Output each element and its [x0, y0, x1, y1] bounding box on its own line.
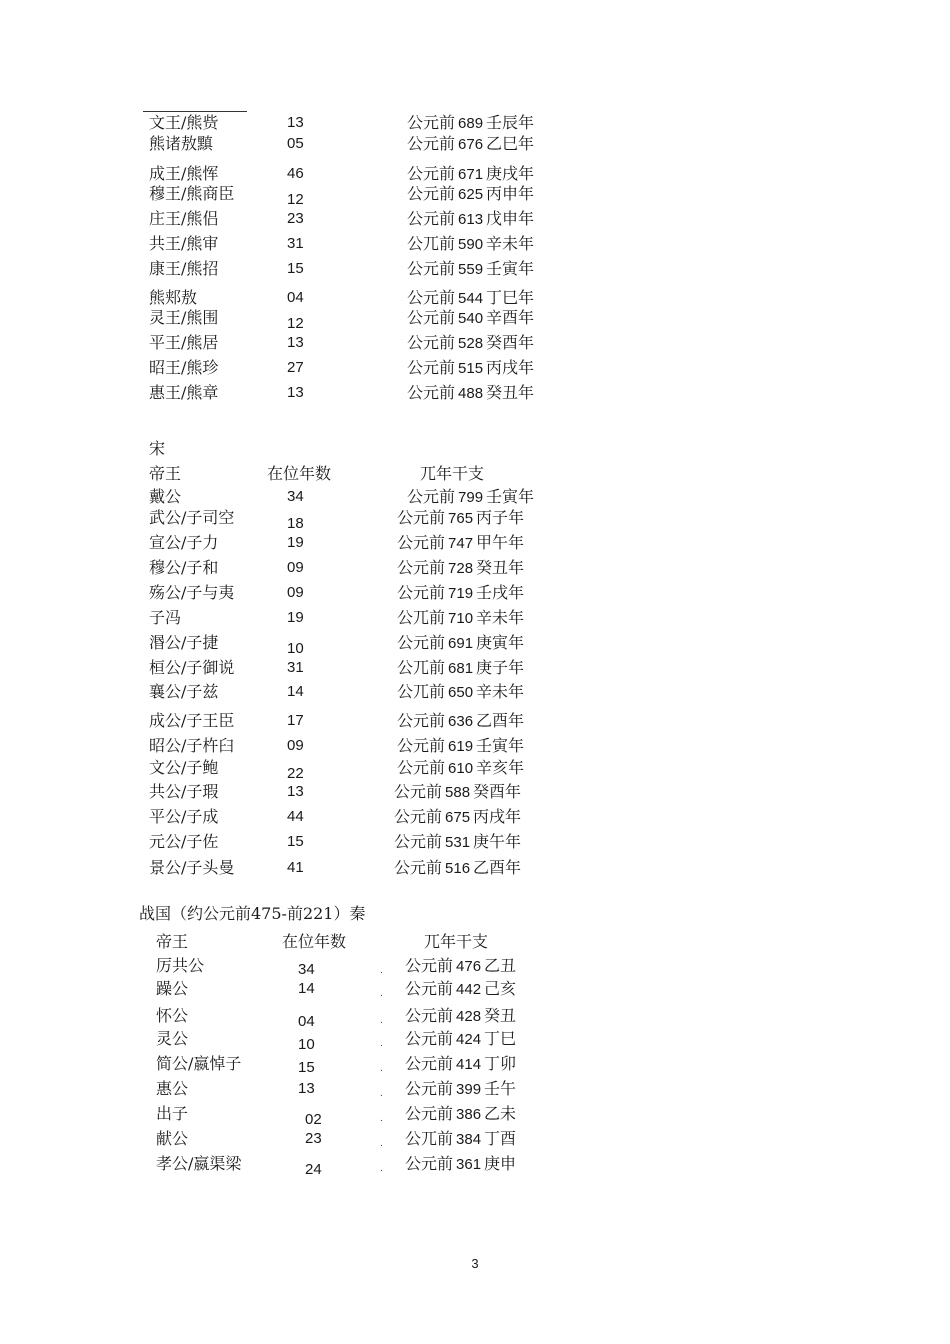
ganzhi: 丁卯: [484, 1054, 517, 1073]
chu-ruler-name: 惠王/熊章: [149, 383, 219, 402]
bce-year: 531: [445, 834, 471, 851]
chu-reign-years: 12: [287, 191, 304, 208]
chu-reign-years: 46: [287, 165, 304, 182]
bce-year: 691: [448, 635, 474, 652]
qin-header-ganzhi: 兀年干支: [424, 932, 489, 951]
bce-year: 476: [456, 958, 482, 975]
chu-first-year-ganzhi: [407, 113, 534, 134]
qin-reign-years: 10: [298, 1036, 315, 1053]
qin-ruler-name: 献公: [156, 1129, 189, 1148]
era-prefix: 公元前: [407, 113, 456, 132]
ganzhi: 辛亥年: [476, 758, 525, 777]
song-ruler-name: 湣公/子捷: [149, 633, 219, 652]
chu-ruler-name: 康王/熊招: [149, 259, 219, 278]
ganzhi: 壬戌年: [476, 583, 525, 602]
song-reign-years: 19: [287, 534, 304, 551]
ganzhi: 辛未年: [476, 608, 525, 627]
song-first-year-ganzhi: [397, 658, 524, 679]
song-ruler-name: 子冯: [149, 608, 182, 627]
song-header-years: 在位年数: [267, 464, 332, 483]
qin-dot-mark: .: [380, 988, 383, 999]
song-reign-years: 19: [287, 609, 304, 626]
bce-year: 625: [458, 186, 484, 203]
song-ruler-name: 宣公/子力: [149, 533, 219, 552]
ganzhi: 丙子年: [476, 508, 525, 527]
song-first-year-ganzhi: [397, 608, 524, 629]
bce-year: 675: [445, 809, 471, 826]
qin-ruler-name: 厉共公: [156, 956, 205, 975]
qin-ruler-name: 孝公/嬴渠梁: [156, 1154, 242, 1173]
qin-dot-mark: .: [380, 1038, 383, 1049]
chu-first-year-ganzhi: [407, 184, 534, 205]
bce-year: 689: [458, 115, 484, 132]
chu-ruler-name: 昭王/熊珍: [149, 358, 219, 377]
song-first-year-ganzhi: [397, 633, 524, 654]
chu-first-year-ganzhi: [407, 358, 534, 379]
era-prefix: 公元前: [397, 711, 446, 730]
qin-reign-years: 34: [298, 961, 315, 978]
qin-first-year-ganzhi: [405, 1029, 516, 1050]
era-prefix: 公元前: [405, 1054, 454, 1073]
song-ruler-name: 穆公/子和: [149, 558, 219, 577]
chu-ruler-name: 熊郏敖: [149, 288, 198, 307]
era-prefix: 公元前: [397, 633, 446, 652]
bce-year: 540: [458, 310, 484, 327]
bce-year: 424: [456, 1031, 482, 1048]
ganzhi: 辛未年: [486, 234, 535, 253]
chu-first-year-ganzhi: [407, 308, 534, 329]
chu-ruler-name: 熊诸敖黰: [149, 134, 214, 153]
era-prefix: 公元前: [407, 308, 456, 327]
era-prefix: 公元前: [394, 858, 443, 877]
song-reign-years: 09: [287, 559, 304, 576]
era-prefix: 公元前: [405, 1029, 454, 1048]
chu-reign-years: 12: [287, 315, 304, 332]
song-first-year-ganzhi: [397, 682, 524, 703]
song-reign-years: 10: [287, 640, 304, 657]
chu-ruler-name: 灵王/熊围: [149, 308, 219, 327]
bce-year: 516: [445, 860, 471, 877]
ganzhi: 丁巳年: [486, 288, 535, 307]
era-prefix: 公元前: [394, 832, 443, 851]
song-reign-years: 09: [287, 584, 304, 601]
bce-year: 361: [456, 1156, 482, 1173]
qin-ruler-name: 简公/嬴悼子: [156, 1054, 242, 1073]
ganzhi: 壬午: [484, 1079, 517, 1098]
chu-first-year-ganzhi: [407, 333, 534, 354]
chu-reign-years: 05: [287, 135, 304, 152]
ganzhi: 庚午年: [473, 832, 522, 851]
song-reign-years: 13: [287, 783, 304, 800]
song-reign-years: 44: [287, 808, 304, 825]
era-prefix: 公元前: [405, 1104, 454, 1123]
bce-year: 442: [456, 981, 482, 998]
bce-year: 765: [448, 510, 474, 527]
bce-year: 386: [456, 1106, 482, 1123]
era-prefix: 公元前: [405, 979, 454, 998]
qin-ruler-name: 躁公: [156, 979, 189, 998]
qin-reign-years: 04: [298, 1013, 315, 1030]
qin-dot-mark: .: [380, 1063, 383, 1074]
ganzhi: 己亥: [484, 979, 517, 998]
chu-ruler-name: 成王/熊恽: [149, 164, 219, 183]
era-prefix: 公兀前: [407, 234, 456, 253]
bce-year: 590: [458, 236, 484, 253]
song-ruler-name: 殇公/子与夷: [149, 583, 235, 602]
qin-dot-mark: .: [380, 1138, 383, 1149]
ganzhi: 壬寅年: [476, 736, 525, 755]
era-prefix: 公元前: [397, 583, 446, 602]
song-first-year-ganzhi: [397, 758, 524, 779]
song-first-year-ganzhi: [394, 858, 521, 879]
bce-year: 610: [448, 760, 474, 777]
bce-year: 428: [456, 1008, 482, 1025]
chu-reign-years: 13: [287, 114, 304, 131]
era-prefix: 公元前: [407, 487, 456, 506]
ganzhi: 戊申年: [486, 209, 535, 228]
bce-year: 515: [458, 360, 484, 377]
era-prefix: 公元前: [397, 508, 446, 527]
bce-year: 588: [445, 784, 471, 801]
qin-first-year-ganzhi: [405, 979, 516, 1000]
ganzhi: 庚子年: [476, 658, 525, 677]
era-prefix: 公元前: [397, 736, 446, 755]
song-reign-years: 31: [287, 659, 304, 676]
song-first-year-ganzhi: [397, 736, 524, 757]
chu-reign-years: 31: [287, 235, 304, 252]
qin-header-ruler: 帝王: [156, 932, 189, 951]
era-prefix: 公元前: [407, 383, 456, 402]
qin-first-year-ganzhi: [405, 1006, 516, 1027]
qin-first-year-ganzhi: [405, 1079, 516, 1100]
ganzhi: 辛未年: [476, 682, 525, 701]
ganzhi: 壬寅年: [486, 487, 535, 506]
song-ruler-name: 昭公/子杵臼: [149, 736, 235, 755]
ganzhi: 乙酉年: [473, 858, 522, 877]
ganzhi: 庚戌年: [486, 164, 535, 183]
era-prefix: 公元前: [407, 358, 456, 377]
chu-reign-years: 15: [287, 260, 304, 277]
chu-reign-years: 23: [287, 210, 304, 227]
song-reign-years: 17: [287, 712, 304, 729]
qin-dot-mark: .: [380, 1015, 383, 1026]
song-first-year-ganzhi: [397, 508, 524, 529]
chu-first-year-ganzhi: [407, 209, 534, 230]
bce-year: 671: [458, 166, 484, 183]
qin-dot-mark: .: [380, 1088, 383, 1099]
song-ruler-name: 元公/子佐: [149, 832, 219, 851]
era-prefix: 公元前: [407, 164, 456, 183]
chu-reign-years: 13: [287, 384, 304, 401]
qin-first-year-ganzhi: [405, 1154, 516, 1175]
era-prefix: 公元前: [407, 184, 456, 203]
ganzhi: 乙巳年: [486, 134, 535, 153]
bce-year: 544: [458, 290, 484, 307]
chu-reign-years: 04: [287, 289, 304, 306]
ganzhi: 乙未: [484, 1104, 517, 1123]
song-ruler-name: 文公/子鲍: [149, 758, 219, 777]
era-prefix: 公元前: [405, 1154, 454, 1173]
era-prefix: 公元前: [405, 1006, 454, 1025]
ganzhi: 乙丑: [484, 956, 517, 975]
song-ruler-name: 襄公/子兹: [149, 682, 219, 701]
qin-title: 战国（约公元前475-前221）秦: [139, 904, 366, 923]
ganzhi: 甲午年: [476, 533, 525, 552]
qin-first-year-ganzhi: [405, 1104, 516, 1125]
song-ruler-name: 戴公: [149, 487, 182, 506]
song-ruler-name: 成公/子王臣: [149, 711, 235, 730]
chu-ruler-name: 文王/熊赀: [149, 113, 219, 132]
chu-ruler-name: 庄王/熊侣: [149, 209, 219, 228]
ganzhi: 乙酉年: [476, 711, 525, 730]
ganzhi: 丁巳: [484, 1029, 517, 1048]
bce-year: 488: [458, 385, 484, 402]
era-prefix: 公元前: [407, 333, 456, 352]
qin-reign-years: 14: [298, 980, 315, 997]
bce-year: 747: [448, 535, 474, 552]
chu-reign-years: 27: [287, 359, 304, 376]
song-first-year-ganzhi: [397, 558, 524, 579]
era-prefix: 公元前: [394, 807, 443, 826]
qin-reign-years: 24: [305, 1161, 322, 1178]
bce-year: 528: [458, 335, 484, 352]
song-first-year-ganzhi: [394, 782, 521, 803]
era-prefix: 公兀前: [405, 1129, 454, 1148]
ganzhi: 癸酉年: [486, 333, 535, 352]
page-number: 3: [471, 1256, 479, 1271]
qin-reign-years: 13: [298, 1080, 315, 1097]
song-ruler-name: 共公/子瑕: [149, 782, 219, 801]
qin-header-years: 在位年数: [282, 932, 347, 951]
ganzhi: 庚申: [484, 1154, 517, 1173]
bce-year: 384: [456, 1131, 482, 1148]
song-ruler-name: 桓公/子御说: [149, 658, 235, 677]
song-ruler-name: 景公/子头曼: [149, 858, 235, 877]
song-first-year-ganzhi: [397, 711, 524, 732]
bce-year: 414: [456, 1056, 482, 1073]
ganzhi: 丙戌年: [473, 807, 522, 826]
song-first-year-ganzhi: [397, 533, 524, 554]
chu-first-year-ganzhi: [407, 288, 534, 309]
era-prefix: 公兀前: [397, 658, 446, 677]
bce-year: 636: [448, 713, 474, 730]
era-prefix: 公元前: [405, 956, 454, 975]
era-prefix: 公元前: [397, 758, 446, 777]
song-header-ruler: 帝王: [149, 464, 182, 483]
qin-ruler-name: 惠公: [156, 1079, 189, 1098]
era-prefix: 公兀前: [397, 682, 446, 701]
ganzhi: 癸丑年: [476, 558, 525, 577]
song-reign-years: 15: [287, 833, 304, 850]
ganzhi: 辛酉年: [486, 308, 535, 327]
qin-dot-mark: .: [380, 1163, 383, 1174]
bce-year: 676: [458, 136, 484, 153]
song-ruler-name: 武公/子司空: [149, 508, 235, 527]
qin-reign-years: 15: [298, 1059, 315, 1076]
qin-ruler-name: 出子: [156, 1104, 189, 1123]
chu-first-year-ganzhi: [407, 164, 534, 185]
chu-ruler-name: 穆王/熊商臣: [149, 184, 235, 203]
chu-ruler-name: 平王/熊居: [149, 333, 219, 352]
chu-first-year-ganzhi: [407, 259, 534, 280]
ganzhi: 丁酉: [484, 1129, 517, 1148]
song-header-ganzhi: 兀年干支: [420, 464, 485, 483]
chu-first-year-ganzhi: [407, 234, 534, 255]
ganzhi: 庚寅年: [476, 633, 525, 652]
bce-year: 799: [458, 489, 484, 506]
song-reign-years: 41: [287, 859, 304, 876]
bce-year: 559: [458, 261, 484, 278]
ganzhi: 癸丑: [484, 1006, 517, 1025]
song-title: 宋: [149, 439, 166, 458]
qin-dot-mark: .: [380, 1113, 383, 1124]
ganzhi: 癸酉年: [473, 782, 522, 801]
qin-first-year-ganzhi: [405, 1129, 516, 1150]
era-prefix: 公元前: [407, 209, 456, 228]
chu-first-year-ganzhi: [407, 383, 534, 404]
song-reign-years: 09: [287, 737, 304, 754]
era-prefix: 公元前: [394, 782, 443, 801]
bce-year: 650: [448, 684, 474, 701]
bce-year: 728: [448, 560, 474, 577]
ganzhi: 癸丑年: [486, 383, 535, 402]
song-reign-years: 14: [287, 683, 304, 700]
qin-ruler-name: 怀公: [156, 1006, 189, 1025]
era-prefix: 公元前: [397, 558, 446, 577]
era-prefix: 公元前: [407, 259, 456, 278]
song-first-year-ganzhi: [394, 807, 521, 828]
ganzhi: 壬寅年: [486, 259, 535, 278]
song-first-year-ganzhi: [407, 487, 534, 508]
ganzhi: 丙戌年: [486, 358, 535, 377]
bce-year: 719: [448, 585, 474, 602]
top-rule: [143, 111, 247, 112]
chu-ruler-name: 共王/熊审: [149, 234, 219, 253]
song-reign-years: 18: [287, 515, 304, 532]
qin-ruler-name: 灵公: [156, 1029, 189, 1048]
qin-dot-mark: .: [380, 965, 383, 976]
song-first-year-ganzhi: [394, 832, 521, 853]
ganzhi: 丙申年: [486, 184, 535, 203]
bce-year: 399: [456, 1081, 482, 1098]
song-reign-years: 22: [287, 765, 304, 782]
bce-year: 710: [448, 610, 474, 627]
song-ruler-name: 平公/子成: [149, 807, 219, 826]
song-first-year-ganzhi: [397, 583, 524, 604]
qin-reign-years: 02: [305, 1111, 322, 1128]
era-prefix: 公元前: [407, 288, 456, 307]
ganzhi: 壬辰年: [486, 113, 535, 132]
bce-year: 619: [448, 738, 474, 755]
qin-first-year-ganzhi: [405, 1054, 516, 1075]
chu-reign-years: 13: [287, 334, 304, 351]
chu-first-year-ganzhi: [407, 134, 534, 155]
era-prefix: 公兀前: [397, 608, 446, 627]
era-prefix: 公元前: [397, 533, 446, 552]
bce-year: 681: [448, 660, 474, 677]
era-prefix: 公元前: [405, 1079, 454, 1098]
qin-first-year-ganzhi: [405, 956, 516, 977]
song-reign-years: 34: [287, 488, 304, 505]
era-prefix: 公元前: [407, 134, 456, 153]
bce-year: 613: [458, 211, 484, 228]
qin-reign-years: 23: [305, 1130, 322, 1147]
